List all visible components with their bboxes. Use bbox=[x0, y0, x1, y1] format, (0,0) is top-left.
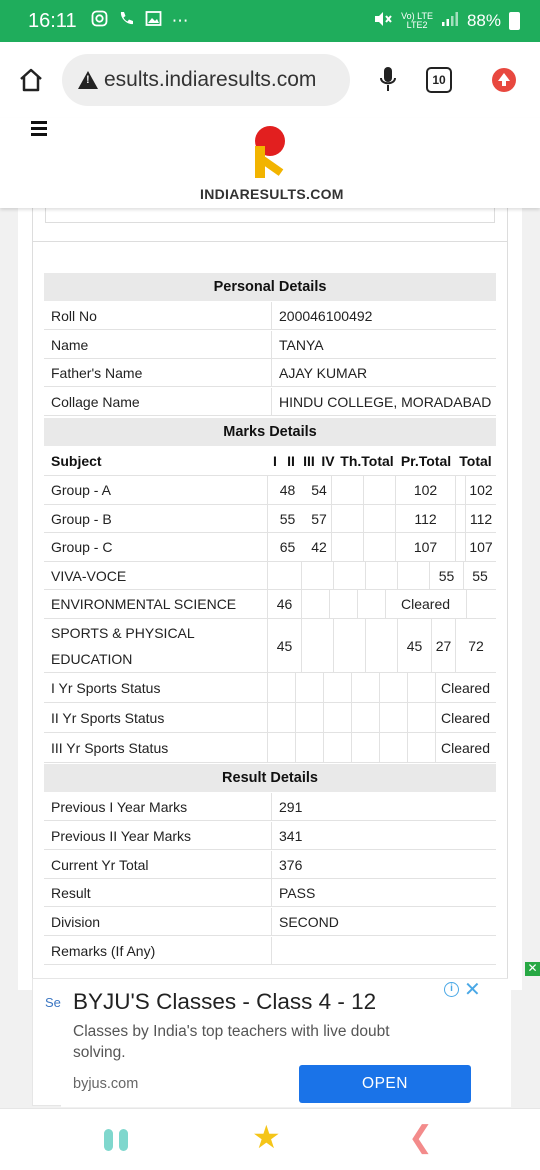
table-row: Group - C 65 42 107 107 bbox=[44, 533, 496, 562]
microphone-icon bbox=[379, 66, 397, 94]
table-row: Result PASS bbox=[44, 879, 496, 907]
table-row: Previous I Year Marks 291 bbox=[44, 793, 496, 821]
status-bar bbox=[0, 0, 540, 42]
table-row: Previous II Year Marks 341 bbox=[44, 822, 496, 850]
table-row: SPORTS & PHYSICAL EDUCATION 45 45 27 72 bbox=[44, 619, 496, 673]
site-header bbox=[0, 118, 540, 208]
mute-icon bbox=[373, 10, 393, 33]
signal-icon bbox=[441, 11, 459, 32]
home-button[interactable] bbox=[0, 67, 62, 93]
star-icon[interactable]: ★ bbox=[252, 1119, 281, 1155]
site-logo[interactable] bbox=[200, 126, 342, 202]
partial-link[interactable]: Se bbox=[45, 995, 61, 1010]
ad-info-icon[interactable]: i bbox=[444, 982, 459, 997]
table-row: Roll No 200046100492 bbox=[44, 302, 496, 330]
result-details-heading: Result Details bbox=[44, 764, 496, 792]
table-row: III Yr Sports Status Cleared bbox=[44, 733, 496, 763]
table-row: Division SECOND bbox=[44, 908, 496, 936]
close-icon[interactable]: ✕ bbox=[464, 979, 481, 1001]
tab-switcher-button[interactable]: 10 bbox=[426, 67, 452, 93]
battery-icon bbox=[509, 12, 520, 30]
table-row: VIVA-VOCE 55 55 bbox=[44, 562, 496, 590]
table-row: ENVIRONMENTAL SCIENCE 46 Cleared bbox=[44, 590, 496, 619]
url-text: esults.indiaresults.com bbox=[104, 68, 317, 91]
logo-mark-icon bbox=[251, 126, 291, 180]
voice-search-button[interactable] bbox=[360, 66, 416, 94]
table-row: Father's Name AJAY KUMAR bbox=[44, 359, 496, 387]
personal-details-heading: Personal Details bbox=[44, 273, 496, 301]
logo-text: INDIARESULTS.COM bbox=[200, 186, 344, 202]
marks-header-row: Subject I II III IV Th.Total Pr.Total Total bbox=[44, 447, 496, 476]
more-notifications-icon: ⋯ bbox=[171, 11, 189, 30]
home-icon bbox=[18, 67, 44, 93]
battery-percent: 88% bbox=[466, 11, 501, 30]
table-row: II Yr Sports Status Cleared bbox=[44, 703, 496, 733]
ad-open-button[interactable]: OPEN bbox=[299, 1065, 471, 1103]
ad-close-icon[interactable]: ✕ bbox=[525, 962, 540, 976]
table-row: Remarks (If Any) bbox=[44, 937, 496, 965]
phone-icon bbox=[118, 10, 135, 32]
ad-domain: byjus.com bbox=[73, 1076, 139, 1092]
table-row: Group - B 55 57 112 112 bbox=[44, 505, 496, 533]
bottom-nav bbox=[0, 1108, 540, 1170]
ad-description: Classes by India's top teachers with live doubt solving. bbox=[73, 1023, 390, 1061]
browser-toolbar bbox=[0, 42, 540, 118]
divider bbox=[33, 241, 507, 242]
ad-banner[interactable] bbox=[61, 979, 511, 1107]
table-row: Group - A 48 54 102 102 bbox=[44, 476, 496, 505]
table-row: Current Yr Total 376 bbox=[44, 851, 496, 879]
ad-container bbox=[32, 978, 508, 1106]
gallery-icon bbox=[145, 10, 162, 32]
menu-icon[interactable] bbox=[31, 121, 47, 139]
status-time: 16:11 bbox=[28, 9, 77, 32]
network-type: Vo) LTE LTE2 bbox=[401, 11, 433, 30]
marks-details-heading: Marks Details bbox=[44, 418, 496, 446]
warning-icon bbox=[78, 71, 98, 89]
address-bar[interactable] bbox=[62, 54, 350, 106]
pause-icon[interactable] bbox=[104, 1129, 134, 1156]
instagram-icon bbox=[91, 10, 108, 32]
table-row: Name TANYA bbox=[44, 331, 496, 359]
back-icon[interactable]: ❮ bbox=[408, 1121, 434, 1154]
result-content bbox=[18, 190, 522, 990]
table-row: I Yr Sports Status Cleared bbox=[44, 673, 496, 703]
update-icon[interactable] bbox=[492, 68, 516, 92]
table-row: Collage Name HINDU COLLEGE, MORADABAD bbox=[44, 388, 496, 416]
ad-title[interactable]: BYJU'S Classes - Class 4 - 12 bbox=[73, 989, 377, 1014]
